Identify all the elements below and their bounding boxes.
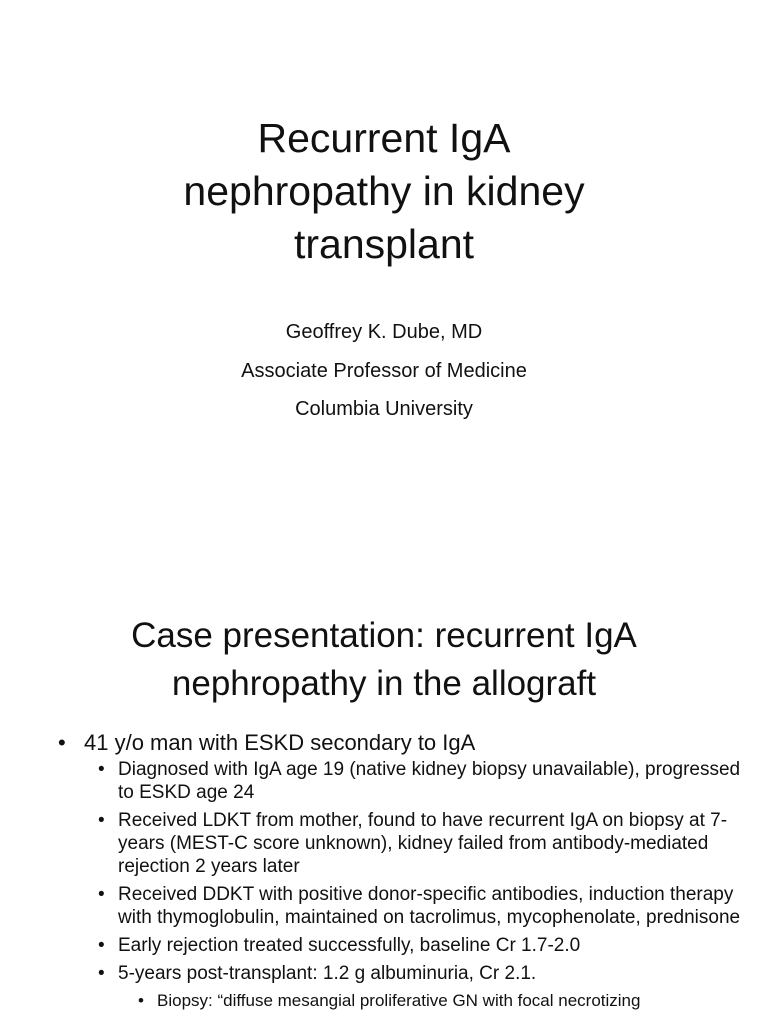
sub-bullet-text: Diagnosed with IgA age 19 (native kidney biopsy unavailable), progressed to ESKD age 24 <box>118 759 741 803</box>
slide-title-heading <box>84 112 684 271</box>
sub-bullet-text: Received DDKT with positive donor-specific antibodies, induction therapy with thymoglobulin, maintained on tacrolimus, mycophenolate, prednisone <box>118 884 741 928</box>
heading-line: nephropathy in the allograft <box>171 664 597 703</box>
bullet-list <box>58 728 748 1011</box>
sub-bullet-item <box>58 883 748 929</box>
bullet-icon: • <box>98 935 105 956</box>
bullet-icon: • <box>58 730 66 755</box>
author-block <box>84 316 684 432</box>
sub-bullet-text: 5-years post-transplant: 1.2 g albuminuria, Cr 2.1. <box>118 963 537 984</box>
bullet-icon: • <box>98 810 105 831</box>
sub-bullet-item <box>58 934 748 957</box>
sub-bullet-item <box>58 758 748 804</box>
bullet-icon: • <box>138 991 144 1010</box>
title-line: transplant <box>293 221 475 267</box>
bullet-text: 41 y/o man with ESKD secondary to IgA <box>84 730 476 755</box>
sub-bullet-item <box>58 809 748 878</box>
sub-bullet-item <box>58 962 748 985</box>
title-line: nephropathy in kidney <box>183 168 585 214</box>
title-line: Recurrent IgA <box>257 115 511 161</box>
bullet-item <box>58 728 748 758</box>
sub-sub-bullet-text: Biopsy: “diffuse mesangial proliferative GN with focal necrotizing <box>157 991 641 1010</box>
slide-case-presentation <box>0 576 768 1024</box>
heading-line: Case presentation: recurrent IgA <box>131 616 637 655</box>
bullet-icon: • <box>98 759 105 780</box>
author-position: Associate Professor of Medicine <box>241 359 527 382</box>
sub-bullet-text: Received LDKT from mother, found to have recurrent IgA on biopsy at 7-years (MEST-C score unknown), kidney failed from antibody-mediated rejection 2 years later <box>118 810 728 877</box>
bullet-icon: • <box>98 884 105 905</box>
author-institution: Columbia University <box>295 398 473 420</box>
sub-sub-bullet-item <box>58 990 748 1011</box>
sub-bullet-text: Early rejection treated successfully, baseline Cr 1.7-2.0 <box>118 935 581 956</box>
slide-heading <box>40 612 728 708</box>
bullet-icon: • <box>98 963 105 984</box>
author-name: Geoffrey K. Dube, MD <box>285 321 483 343</box>
